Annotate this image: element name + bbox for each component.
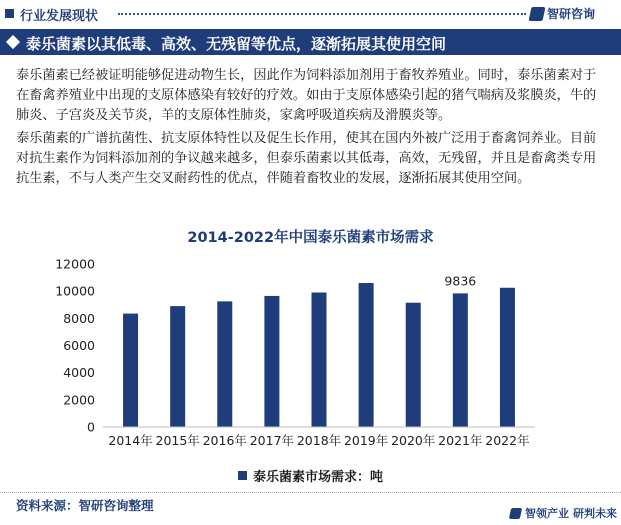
bar-series <box>123 283 515 427</box>
y-axis <box>55 257 95 435</box>
chart-legend <box>0 466 621 485</box>
paragraph-2: 泰乐菌素的广谱抗菌性、抗支原体特性以及促生长作用，使其在国内外被广泛用于畜禽饲养业。目前对抗生素作为饲料添加剂的争议越来越多，但泰乐菌素以其低毒，高效，无残留，并且是畜禽类专用抗生素，不与人类产生交叉耐药性的优点，伴随着畜牧业的发展，逐渐拓展其使用空间。 <box>16 131 597 186</box>
brand-logo-icon <box>529 7 546 21</box>
bar-chart <box>0 250 621 462</box>
slogan-text-1: 智领产业 <box>525 507 569 520</box>
bar <box>264 296 279 427</box>
paragraph-1: 泰乐菌素已经被证明能够促进动物生长，因此作为饲料添加剂用于畜牧养殖业。同时，泰乐菌素对于在畜禽养殖业中出现的支原体感染有较好的疗效。如由于支原体感染引起的猪气喘病及浆膜炎，牛的肺炎、子宫炎及关节炎，羊的支原体性肺炎，家禽呼吸道疾病及滑膜炎等。 <box>16 68 597 123</box>
bar <box>500 288 515 427</box>
data-label: 9836 <box>444 273 477 289</box>
footer-divider <box>0 492 621 493</box>
brand-logo <box>530 5 595 22</box>
y-tick-label: 6000 <box>63 338 95 353</box>
x-tick-label: 2018年 <box>296 433 342 448</box>
headline-title: 泰乐菌素以其低毒、高效、无残留等优点，逐渐拓展其使用空间 <box>26 35 447 53</box>
x-tick-label: 2021年 <box>438 433 483 448</box>
data-labels <box>444 273 476 288</box>
y-tick-label: 2000 <box>63 392 95 408</box>
x-tick-label: 2017年 <box>249 433 295 448</box>
x-tick-label: 2022年 <box>485 433 530 448</box>
x-tick-label: 2019年 <box>343 433 389 448</box>
x-tick-label: 2015年 <box>155 433 200 448</box>
y-tick-label: 10000 <box>55 283 95 299</box>
bar <box>123 314 138 427</box>
diamond-icon <box>6 35 20 49</box>
section-bullet-icon <box>5 9 14 18</box>
x-tick-label: 2016年 <box>202 433 247 448</box>
chart-title: 2014-2022年中国泰乐菌素市场需求 <box>187 230 434 246</box>
header-divider <box>118 13 526 15</box>
headline-banner <box>0 29 621 55</box>
section-label: 行业发展现状 <box>20 9 99 24</box>
legend-swatch <box>238 471 247 480</box>
x-tick-label: 2014年 <box>108 433 153 448</box>
legend-label: 泰乐菌素市场需求：吨 <box>252 470 383 485</box>
bar <box>406 303 421 427</box>
x-axis <box>108 433 529 448</box>
top-header <box>0 0 621 28</box>
bar <box>312 293 327 427</box>
y-tick-label: 4000 <box>63 365 95 381</box>
x-tick-label: 2020年 <box>391 433 436 448</box>
bar <box>453 293 468 427</box>
slogan-text-2: 研判未来 <box>573 507 617 520</box>
bar <box>217 301 232 427</box>
slogan <box>510 505 617 521</box>
y-tick-label: 0 <box>87 419 95 435</box>
y-tick-label: 12000 <box>55 256 95 272</box>
bar <box>359 283 374 427</box>
bar <box>170 306 185 427</box>
brand-name: 智研咨询 <box>547 7 596 21</box>
source-note: 资料来源：智研咨询整理 <box>16 498 154 513</box>
slogan-logo-icon <box>509 508 522 519</box>
y-tick-label: 8000 <box>63 310 95 326</box>
